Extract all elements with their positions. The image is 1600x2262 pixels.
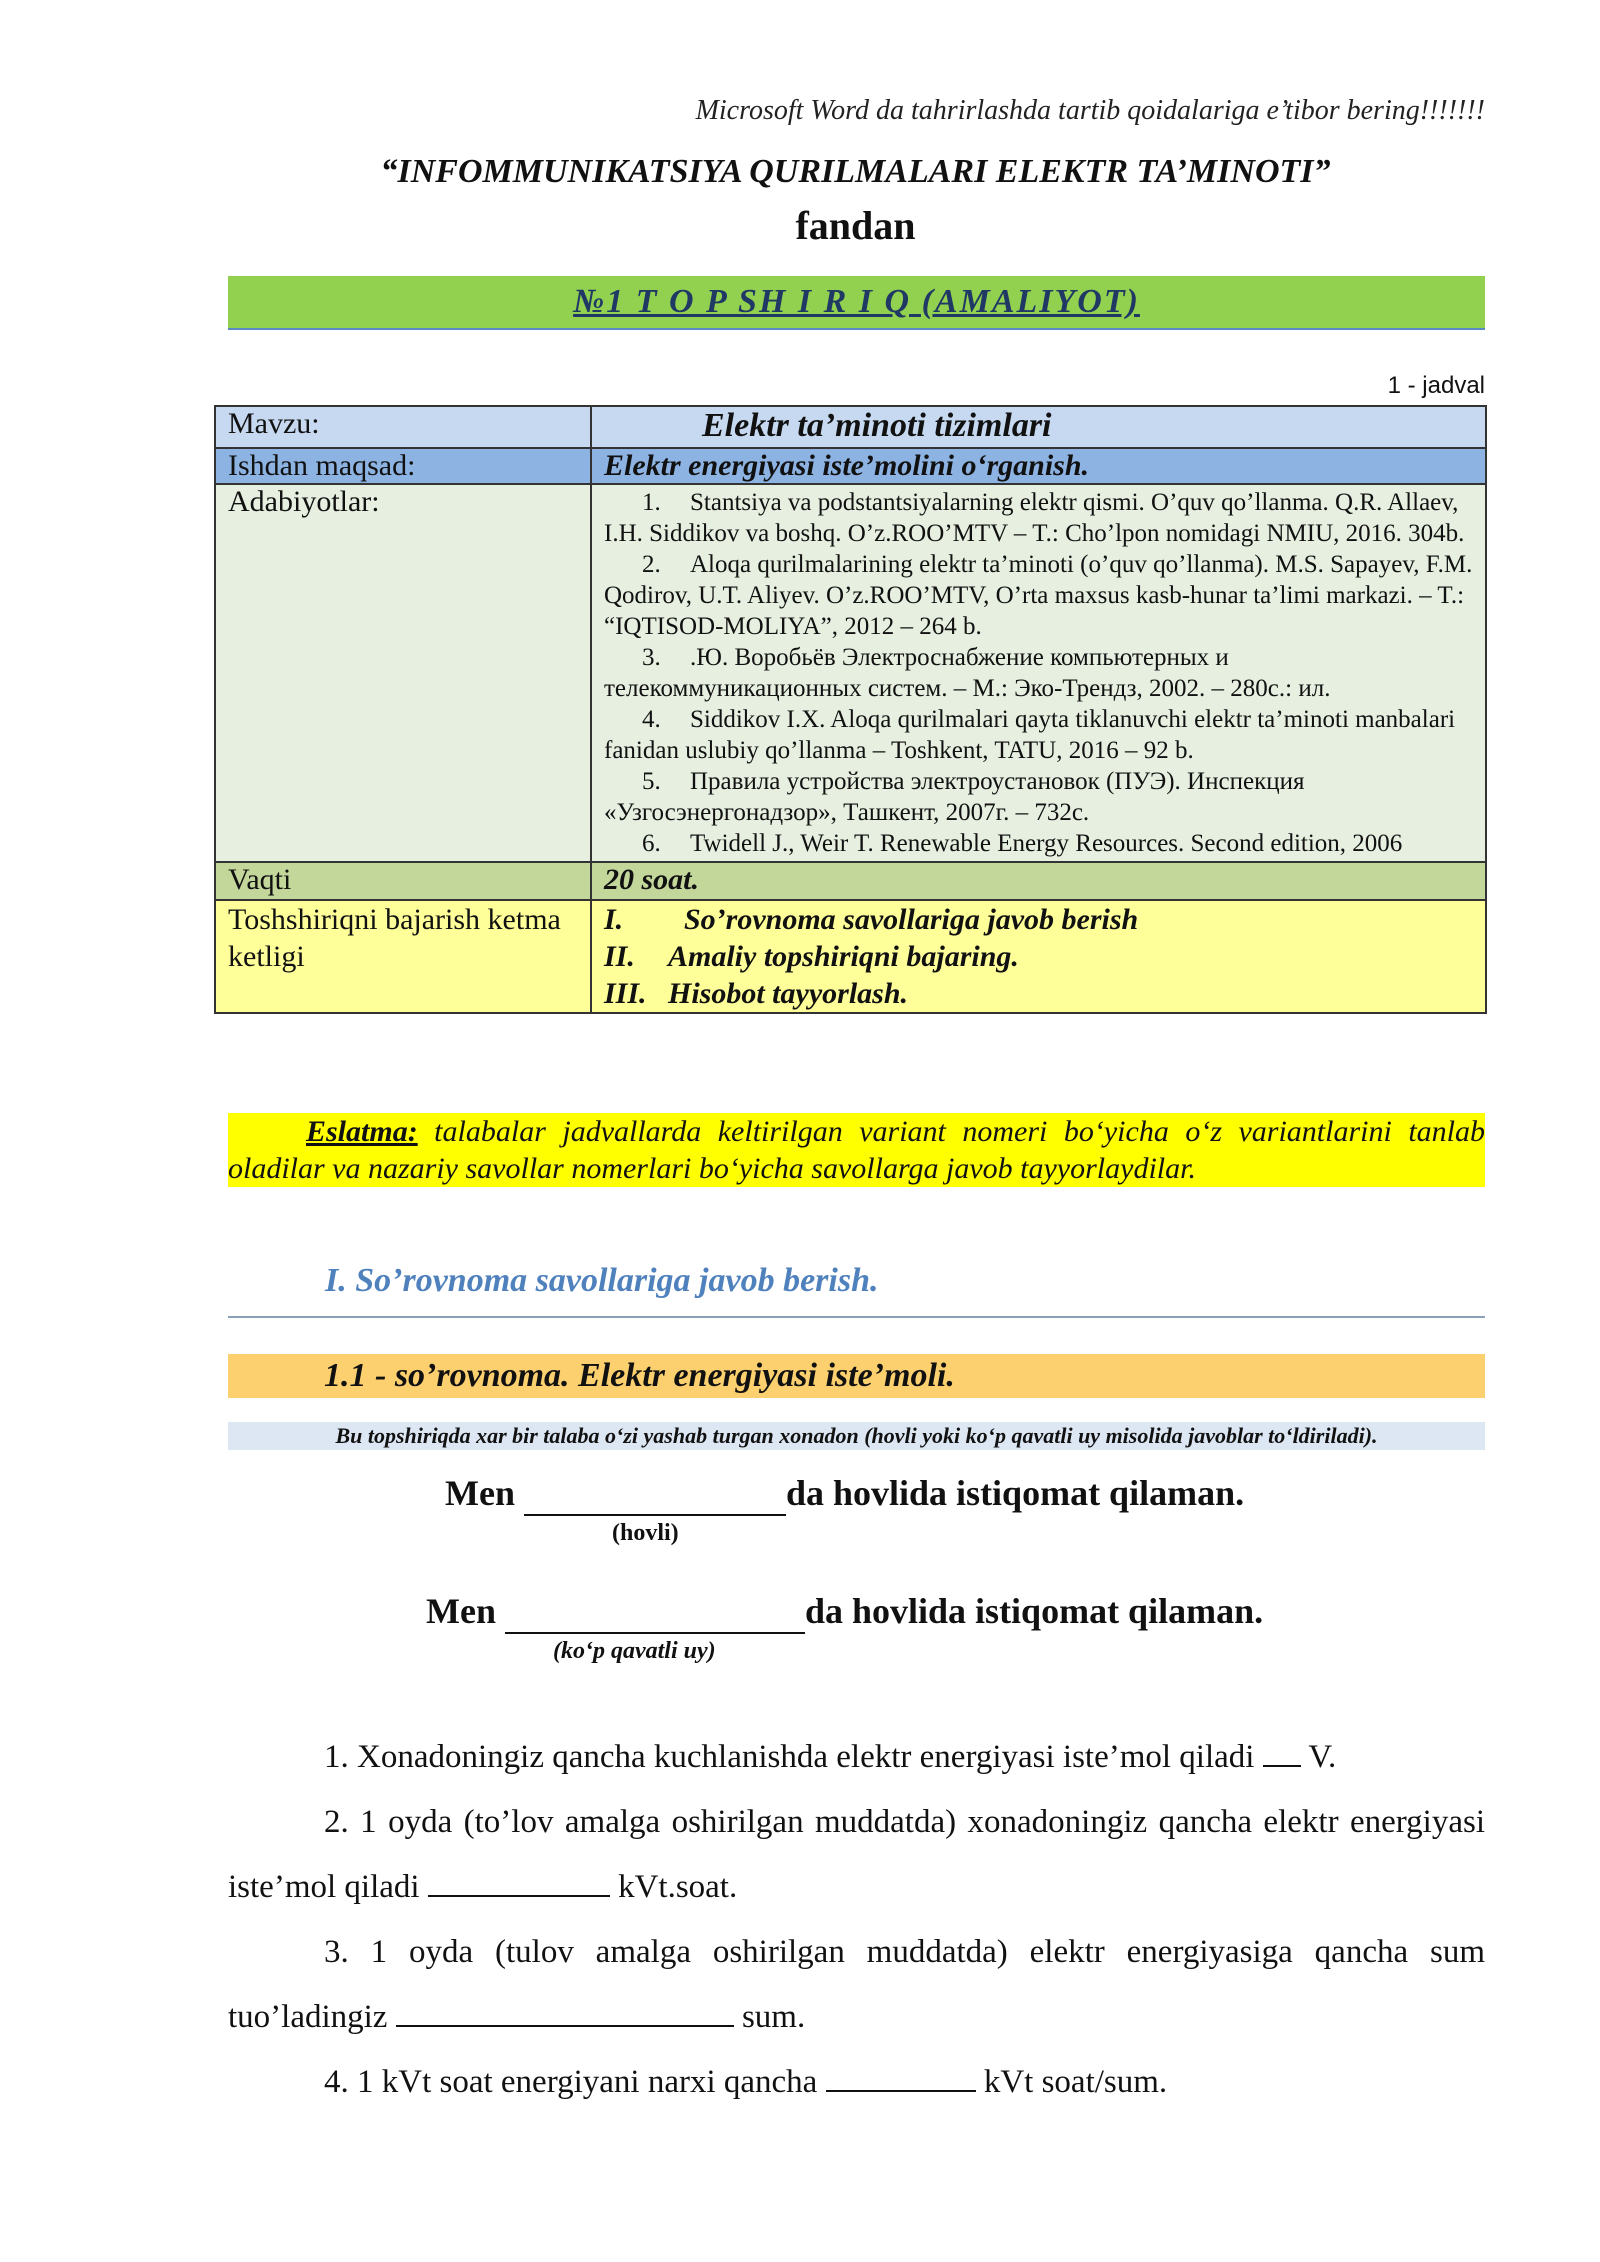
answer-blank[interactable] xyxy=(524,1472,786,1516)
note-label: Eslatma: xyxy=(306,1115,418,1148)
answer-blank[interactable] xyxy=(826,2064,976,2092)
table-caption: 1 - jadval xyxy=(1387,372,1485,399)
answer-blank[interactable] xyxy=(396,1999,734,2027)
steps-list xyxy=(591,900,1486,1013)
answer-blank[interactable] xyxy=(505,1590,805,1634)
reference-item: 4. Siddikov I.X. Aloqa qurilmalari qayta tiklanuvchi elektr ta’minoti manbalari fanidan uslubiy qo’llanma – Toshkent, TATU, 2016 – 92 b. xyxy=(604,706,1456,764)
task-info-table xyxy=(214,405,1487,1014)
task-banner xyxy=(228,276,1485,330)
step-item: II. Amaliy topshiriqni bajaring. xyxy=(604,940,1019,973)
reference-item: 1. Stantsiya va podstantsiyalarning elektr qismi. O’quv qo’llanma. Q.R. Allaev, I.H. Siddikov va boshq. O’z.ROO’MTV – T.: Cho’lpon nomidagi NMIU, 2016. 304b. xyxy=(604,489,1465,547)
table-row xyxy=(215,862,1486,900)
step-item: III. Hisobot tayyorlash. xyxy=(604,977,909,1010)
document-title: “INFOMMUNIKATSIYA QURILMALARI ELEKTR TA’MINOTI” xyxy=(380,153,1331,190)
blank-caption-uy: (ko‘p qavatli uy) xyxy=(553,1638,716,1664)
references-list xyxy=(591,484,1486,862)
reference-item: 6. Twidell J., Weir T. Renewable Energy Resources. Second edition, 2006 xyxy=(642,830,1403,857)
section-divider xyxy=(228,1316,1485,1318)
maqsad-label: Ishdan maqsad: xyxy=(215,448,591,484)
question-item: 4. 1 kVt soat energiyani narxi qancha kVt soat/sum. xyxy=(324,2064,1168,2100)
mavzu-label: Mavzu: xyxy=(215,406,591,448)
answer-blank[interactable] xyxy=(428,1869,610,1897)
vaqt-label: Vaqti xyxy=(215,862,591,900)
steps-label: Toshshiriqni bajarish ketma ketligi xyxy=(215,900,591,1013)
question-item: 3. 1 oyda (tulov amalga oshirilgan muddatda) elektr energiyasiga qancha sum tuo’ladingiz sum. xyxy=(228,1934,1485,2035)
note-block xyxy=(228,1113,1485,1187)
question-item: 2. 1 oyda (to’lov amalga oshirilgan muddatda) xonadoningiz qancha elektr energiyasi iste’mol qiladi kVt.soat. xyxy=(228,1804,1485,1905)
header-note: Microsoft Word da tahrirlashda tartib qoidalariga e’tibor bering!!!!!!! xyxy=(695,95,1485,126)
table-row xyxy=(215,484,1486,862)
reference-item: 2. Aloqa qurilmalarining elektr ta’minoti (o’quv qo’llanma). M.S. Sapayev, F.M. Qodirov, U.T. Aliyev. O’z.ROO’MTV, O’rta maxsus kasb-hunar ta’limi markazi. – T.: “IQTISOD-MOLIYA”, 2012 – 264 b. xyxy=(604,551,1473,640)
reference-item: 3. .Ю. Воробьёв Электроснабжение компьютерных и телекоммуникационных систем. – М.: Эко-Трендз, 2002. – 280с.: ил. xyxy=(604,644,1331,702)
section-title: I. So’rovnoma savollariga javob berish. xyxy=(325,1262,879,1299)
vaqt-value: 20 soat. xyxy=(591,862,1486,900)
answer-blank[interactable] xyxy=(1263,1739,1301,1767)
table-row xyxy=(215,900,1486,1013)
document-subtitle: fandan xyxy=(795,203,916,248)
instruction-hint: Bu topshiriqda xar bir talaba o‘zi yashab turgan xonadon (hovli yoki ko‘p qavatli uy misolida javoblar to‘ldiriladi). xyxy=(228,1422,1485,1450)
question-item: 1. Xonadoningiz qancha kuchlanishda elektr energiyasi iste’mol qiladi V. xyxy=(324,1739,1337,1775)
step-item: I. So’rovnoma savollariga javob berish xyxy=(604,903,1139,936)
residence-line-hovli: Men da hovlida istiqomat qilaman. xyxy=(445,1472,1244,1516)
subsection-title: 1.1 - so’rovnoma. Elektr energiyasi iste’moli. xyxy=(324,1357,955,1394)
table-row xyxy=(215,448,1486,484)
note-text: talabalar jadvallarda keltirilgan variant nomeri bo‘yicha o‘z variantlarini tanlab oladilar va nazariy savollar nomerlari bo‘yicha savollarga javob tayyorlaydilar. xyxy=(228,1115,1485,1185)
subsection-banner xyxy=(228,1354,1485,1398)
residence-line-uy: Men da hovlida istiqomat qilaman. xyxy=(426,1590,1263,1634)
reference-item: 5. Правила устройства электроустановок (ПУЭ). Инспекция «Узгосэнергонадзор», Ташкент, 2007г. – 732с. xyxy=(604,768,1305,826)
blank-caption-hovli: (hovli) xyxy=(612,1520,679,1546)
maqsad-value: Elektr energiyasi iste’molini o‘rganish. xyxy=(591,448,1486,484)
adab-label: Adabiyotlar: xyxy=(215,484,591,862)
task-banner-label: №1 T O P SH I R I Q (AMALIYOT) xyxy=(573,283,1140,320)
table-row xyxy=(215,406,1486,448)
mavzu-value: Elektr ta’minoti tizimlari xyxy=(591,406,1486,448)
